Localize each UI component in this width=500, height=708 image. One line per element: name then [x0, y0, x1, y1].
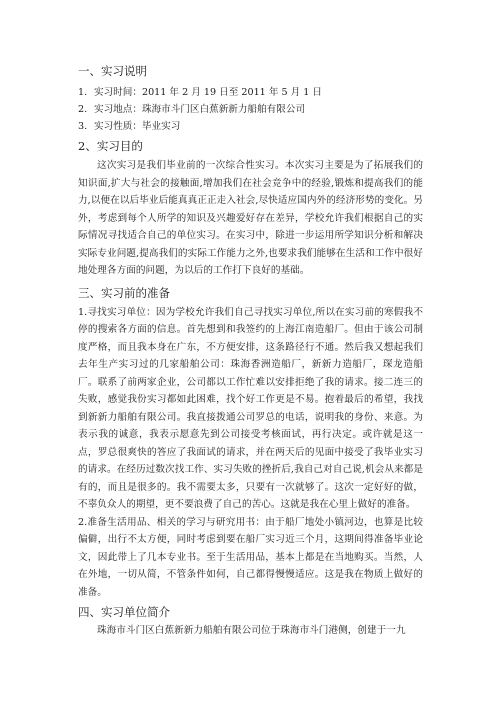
list-number: 1. [78, 87, 88, 98]
list-item [78, 101, 423, 118]
document-body [78, 62, 423, 640]
list-text: 实习地点：珠海市斗门区白蕉新新力船舶有限公司 [94, 104, 306, 115]
section-heading-company-intro: 四、实习单位简介 [78, 605, 170, 619]
preparation-paragraph-1: 1.寻找实习单位：因为学校允许我们自己寻找实习单位,所以在实习前的寒假我不停的搜索各方面的信息。首先想到和我签约的上海江南造船厂。但由于该公司制度严格，而且我本身在广东，不方便安排，这条路径行不通。然后我又想起我们去年生产实习过的几家船舶公司：珠海香洲造船厂，新新力造船厂，琛龙造船厂。联系了前两家企业，公司都以工作忙难以安排拒绝了我的请求。接二连三的失败，感觉我份实习都如此困难，找个好工作更是不易。抱着最后的希望，我找到新新力船舶有限公司。我直接拨通公司罗总的电话，说明我的身份、来意。为表示我的诚意，我表示愿意先到公司接受考核面试，再行决定。或许就是这一点，罗总很爽快的答应了我面试的请求，并在两天后的见面中接受了我毕业实习的请求。在经历过数次找工作、实习失败的挫折后,我自己对自己说,机会从来都是有的，而且是很多的。我不需要太多，只要有一次就够了。这次一定好好的做，不辜负众人的期望，更不要浪费了自己的苦心。这就是我在心里上做好的准备。 [78, 306, 423, 510]
list-text: 实习时间：2011 年 2 月 19 日至 2011 年 5 月 1 日 [94, 87, 323, 98]
section-heading-internship-description: 一、实习说明 [78, 64, 147, 78]
list-number: 3. [78, 121, 88, 132]
list-item [78, 84, 423, 101]
list-text: 实习性质：毕业实习 [94, 121, 181, 132]
preparation-paragraph-2: 2.准备生活用品、相关的学习与研究用书：由于船厂地处小镇河边，也算是比较偏僻，出行不太方便，同时考虑到要在船厂实习近三个月，这期间得准备毕业论文，因此带上了几本专业书。至于生活用品，基本上都是在当地购买。当然，人在外地，一切从简，不管条件如何，自己都得慢慢适应。这是我在物质上做好的准备。 [78, 516, 423, 598]
list-item [78, 118, 423, 135]
section-heading-internship-purpose: 2、实习目的 [78, 139, 143, 153]
list-number: 2. [78, 104, 88, 115]
purpose-paragraph: 这次实习是我们毕业前的一次综合性实习。本次实习主要是为了拓展我们的知识面,扩大与社会的接触面,增加我们在社会竞争中的经验,锻炼和提高我们的能力,以便在以后毕业后能真真正正走入社会,尽快适应国内外的经济形势的变化。另外，考虑到每个人所学的知识及兴趣爱好存在差异，学校允许我们根据自己的实际情况寻找适合自己的单位实习。在实习中，除进一步运用所学知识分析和解决实际专业问题,提高我们的实际工作能力之外,也要求我们能够在生活和工作中很好地处理各方面的问题，为以后的工作打下良好的基础。 [78, 160, 423, 276]
company-intro-paragraph: 珠海市斗门区白蕉新新力船舶有限公司位于珠海市斗门港侧，创建于一九 [97, 625, 406, 636]
section-heading-preparation: 三、实习前的准备 [78, 285, 170, 300]
internship-info-list [78, 84, 423, 135]
